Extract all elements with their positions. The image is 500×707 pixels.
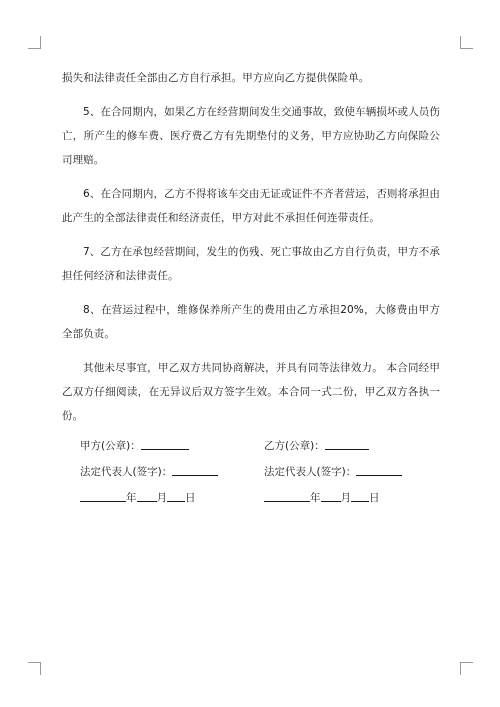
representative-row [62, 460, 440, 484]
party-a-rep: 法定代表人(签字)： [80, 460, 218, 484]
clause-7: 7、乙方在承包经营期间，发生的伤残、死亡事故由乙方自行负责，甲方不承担任何经济和法律责任。 [62, 246, 440, 282]
clause-8: 8、在营运过程中，维修保养所产生的费用由乙方承担20%，大修费由甲方全部负责。 [62, 304, 440, 340]
paragraph-continuation: 损失和法律责任全部由乙方自行承担。甲方应向乙方提供保险单。 [62, 72, 370, 84]
party-a-year-blank[interactable] [80, 489, 126, 502]
party-b-day-blank[interactable] [351, 489, 369, 502]
party-b-month-blank[interactable] [321, 489, 341, 502]
date-row [62, 486, 440, 510]
crop-mark-bottom-right [460, 662, 473, 675]
document-body [62, 66, 440, 510]
party-a-seal: 甲方(公章)： [80, 434, 189, 458]
crop-mark-bottom-left [28, 662, 41, 675]
party-a-date: 年 月 日 [80, 486, 196, 510]
party-a-month-blank[interactable] [137, 489, 157, 502]
party-b-seal-blank[interactable] [325, 437, 369, 450]
crop-mark-top-right [460, 36, 473, 49]
party-b-year-blank[interactable] [264, 489, 310, 502]
party-b-seal: 乙方(公章)： [264, 434, 369, 458]
party-a-rep-blank[interactable] [172, 463, 218, 476]
party-b-date: 年 月 日 [264, 486, 380, 510]
party-b-rep: 法定代表人(签字)： [264, 460, 402, 484]
clause-6: 6、在合同期内，乙方不得将该车交由无证或证件不齐者营运，否则将承担由此产生的全部法律责任和经济责任，甲方对此不承担任何连带责任。 [62, 188, 440, 224]
seal-row [62, 434, 440, 458]
party-a-seal-blank[interactable] [141, 437, 189, 450]
clause-5: 5、在合同期内，如果乙方在经营期间发生交通事故，致使车辆损坏或人员伤亡，所产生的修车费、医疗费乙方有先期垫付的义务，甲方应协助乙方向保险公司理赔。 [62, 106, 440, 166]
party-a-day-blank[interactable] [167, 489, 185, 502]
party-b-rep-blank[interactable] [356, 463, 402, 476]
closing-paragraph: 其他未尽事宜，甲乙双方共同协商解决，并具有同等法律效力。 本合同经甲乙双方仔细阅读，在无异议后双方签字生效。本合同一式二份，甲乙双方各执一份。 [62, 362, 440, 422]
crop-mark-top-left [28, 36, 41, 49]
